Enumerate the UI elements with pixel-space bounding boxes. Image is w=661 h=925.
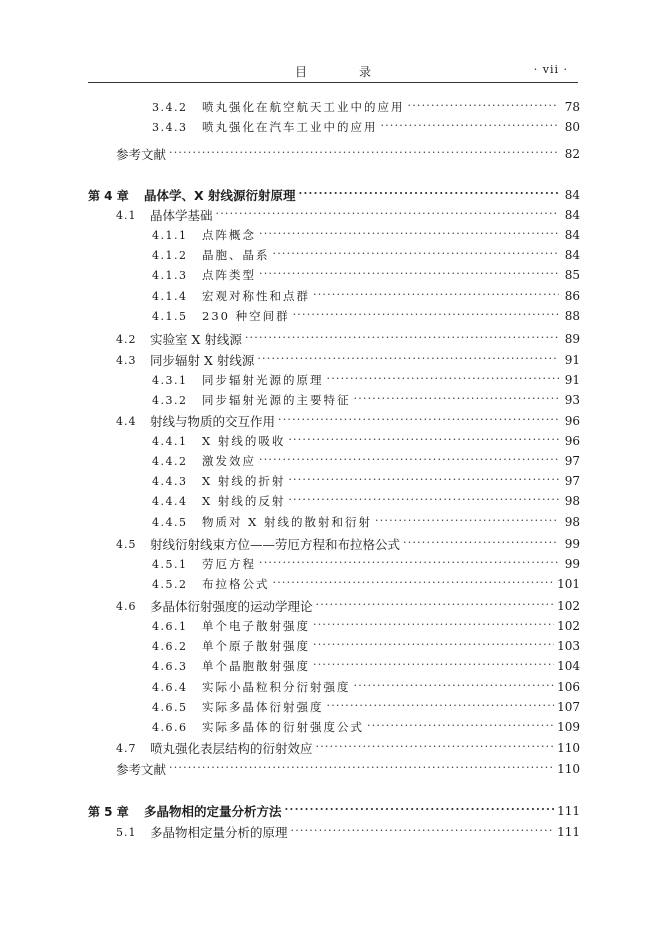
toc-entry-title: 晶胞、晶系 <box>202 248 270 262</box>
toc-leader-dots <box>316 742 555 754</box>
toc-entry[interactable] <box>88 245 580 265</box>
toc-entry-page: 103 <box>557 639 580 653</box>
toc-leader-dots <box>216 209 559 221</box>
toc-entry[interactable] <box>88 491 580 511</box>
toc-entry-page: 91 <box>564 373 580 387</box>
toc-entry-number: 5.1 <box>116 825 137 839</box>
header-title: 目 录 <box>294 65 391 79</box>
toc-entry-title: 激发效应 <box>202 454 256 468</box>
toc-entry[interactable] <box>88 574 580 594</box>
toc-entry-title: 晶体学、X 射线源衍射原理 <box>144 188 296 203</box>
toc-entry-number: 4.3.2 <box>152 393 188 407</box>
toc-entry-title: 布拉格公式 <box>202 577 270 591</box>
toc-entry-number: 4.6.1 <box>152 619 188 633</box>
toc-entry-page: 101 <box>557 577 580 591</box>
toc-entry-number: 4.4.2 <box>152 454 188 468</box>
toc-entry[interactable] <box>88 431 580 451</box>
toc-leader-dots <box>316 600 555 612</box>
toc-entry[interactable] <box>88 822 580 842</box>
toc-entry-title: 多晶物相的定量分析方法 <box>144 804 282 819</box>
toc-entry-title: 射线衍射线束方位——劳厄方程和布拉格公式 <box>150 537 401 552</box>
toc-entry-page: 99 <box>564 557 580 571</box>
toc-entry-number: 4.6.5 <box>152 700 188 714</box>
toc-entry-title: X 射线的吸收 <box>202 434 286 448</box>
toc-entry[interactable] <box>88 656 580 676</box>
toc-entry-page: 93 <box>564 393 580 407</box>
toc-entry[interactable] <box>88 117 580 137</box>
toc-leader-dots <box>313 620 554 632</box>
toc-entry-number: 4.6.6 <box>152 720 188 734</box>
toc-entry-title: 射线与物质的交互作用 <box>150 414 276 429</box>
toc-leader-dots <box>293 310 559 322</box>
toc-entry-title: X 射线的折射 <box>202 474 286 488</box>
toc-entry-title: 喷丸强化表层结构的衍射效应 <box>150 741 313 756</box>
page-header <box>88 60 578 83</box>
toc-entry-title: 同步辐射光源的原理 <box>202 373 324 387</box>
toc-entry-page: 99 <box>564 537 580 551</box>
toc-leader-dots <box>259 558 559 570</box>
toc-entry-title: 同步辐射 X 射线源 <box>150 353 255 368</box>
toc-entry-page: 110 <box>557 741 580 755</box>
toc-entry-page: 106 <box>557 680 580 694</box>
toc-entry-page: 98 <box>564 515 580 529</box>
toc-entry-title: 实际小晶粒积分衍射强度 <box>202 680 351 694</box>
toc-entry-number: 4.5 <box>116 537 137 551</box>
toc-entry-title: 单个原子散射强度 <box>202 639 310 653</box>
toc-entry-number: 3.4.3 <box>152 120 188 134</box>
toc-entry-number: 3.4.2 <box>152 100 188 114</box>
toc-entry-number: 4.6.2 <box>152 639 188 653</box>
toc-entry-page: 107 <box>557 700 580 714</box>
toc-entry-page: 85 <box>564 268 580 282</box>
toc-entry-title: 多晶体衍射强度的运动学理论 <box>150 599 313 614</box>
toc-entry-number: 4.1.1 <box>152 228 188 242</box>
toc-entry-page: 102 <box>557 599 580 613</box>
toc-leader-dots <box>313 290 559 302</box>
toc-entry-title: 晶体学基础 <box>150 208 213 223</box>
toc-entry[interactable] <box>88 411 580 431</box>
toc-entry-page: 84 <box>564 228 580 242</box>
toc-entry[interactable] <box>88 451 580 471</box>
toc-entry-title: 参考文献 <box>116 147 167 162</box>
toc-entry-number: 4.6.4 <box>152 680 188 694</box>
toc-entry[interactable] <box>88 390 580 410</box>
toc-entry-title: 物质对 X 射线的散射和衍射 <box>202 515 372 529</box>
toc-entry-number: 第 4 章 <box>88 188 129 203</box>
toc-entry-page: 96 <box>564 414 580 428</box>
toc-leader-dots <box>288 495 559 507</box>
toc-leader-dots <box>257 354 559 366</box>
toc-entry-number: 4.4.1 <box>152 434 188 448</box>
toc-entry-title: 宏观对称性和点群 <box>202 289 310 303</box>
toc-entry-page: 102 <box>557 619 580 633</box>
toc-entry[interactable] <box>88 512 580 532</box>
toc-entry[interactable] <box>88 697 580 717</box>
toc-leader-dots <box>367 721 554 733</box>
toc-leader-dots <box>245 333 559 345</box>
toc-leader-dots <box>313 660 554 672</box>
toc-leader-dots <box>169 763 554 775</box>
toc-entry-page: 97 <box>564 454 580 468</box>
toc-entry-title: 点阵概念 <box>202 228 256 242</box>
toc-leader-dots <box>313 640 554 652</box>
toc-leader-dots <box>354 394 560 406</box>
toc-entry-page: 98 <box>564 494 580 508</box>
toc-leader-dots <box>278 415 559 427</box>
toc-entry-page: 96 <box>564 434 580 448</box>
header-page-number: · vii · <box>533 63 568 76</box>
toc-entry[interactable] <box>88 97 580 117</box>
toc-entry-page: 109 <box>557 720 580 734</box>
toc-leader-dots <box>327 374 560 386</box>
toc-entry-number: 4.2 <box>116 332 137 346</box>
toc-entry-number: 4.1.4 <box>152 289 188 303</box>
toc-entry-page: 111 <box>557 825 580 839</box>
toc-leader-dots <box>288 435 559 447</box>
toc-entry-number: 4.3 <box>116 353 137 367</box>
toc-entry-page: 86 <box>564 289 580 303</box>
toc-entry-number: 4.5.1 <box>152 557 188 571</box>
toc-entry-number: 4.4.5 <box>152 515 188 529</box>
toc-entry-title: 点阵类型 <box>202 268 256 282</box>
toc-entry-number: 4.1 <box>116 208 137 222</box>
toc-entry[interactable] <box>88 205 580 225</box>
toc-entry-number: 4.1.3 <box>152 268 188 282</box>
toc-entry[interactable] <box>88 759 580 779</box>
toc-entry-title: 同步辐射光源的主要特征 <box>202 393 351 407</box>
toc-entry[interactable] <box>88 616 580 636</box>
toc-entry-page: 104 <box>557 659 580 673</box>
toc-entry[interactable] <box>88 554 580 574</box>
toc-leader-dots <box>375 516 559 528</box>
toc-entry-number: 4.7 <box>116 741 137 755</box>
toc-leader-dots <box>169 148 559 160</box>
toc-leader-dots <box>403 538 559 550</box>
toc-entry-title: 230 种空间群 <box>202 309 290 323</box>
toc-leader-dots <box>273 249 560 261</box>
toc-entry-page: 82 <box>564 147 580 161</box>
toc-leader-dots <box>259 229 559 241</box>
toc-entry-title: 劳厄方程 <box>202 557 256 571</box>
toc-entry[interactable] <box>88 185 580 205</box>
toc-entry-page: 84 <box>564 208 580 222</box>
toc-entry-title: 多晶物相定量分析的原理 <box>150 825 288 840</box>
toc-entry-number: 4.5.2 <box>152 577 188 591</box>
toc-entry-number: 4.6 <box>116 599 137 613</box>
toc-entry-title: 参考文献 <box>116 762 167 777</box>
toc-entry[interactable] <box>88 306 580 326</box>
toc-entry-number: 4.3.1 <box>152 373 188 387</box>
toc-entry[interactable] <box>88 636 580 656</box>
toc-entry-number: 第 5 章 <box>88 804 129 819</box>
toc-entry-page: 80 <box>564 120 580 134</box>
toc-entry[interactable] <box>88 717 580 737</box>
toc-leader-dots <box>259 455 559 467</box>
toc-leader-dots <box>381 121 560 133</box>
toc-entry-title: 实际多晶体衍射强度 <box>202 700 324 714</box>
toc-entry-page: 84 <box>564 188 580 202</box>
toc-entry-title: 实验室 X 射线源 <box>150 332 242 347</box>
toc-entry[interactable] <box>88 329 580 349</box>
toc-leader-dots <box>291 826 555 838</box>
toc-leader-dots <box>259 269 559 281</box>
toc-entry[interactable] <box>88 350 580 370</box>
toc-entry-number: 4.1.2 <box>152 248 188 262</box>
toc-entry-number: 4.1.5 <box>152 309 188 323</box>
toc-entry-title: 喷丸强化在航空航天工业中的应用 <box>202 100 405 114</box>
toc-leader-dots <box>408 101 560 113</box>
toc-entry[interactable] <box>88 370 580 390</box>
toc-entry[interactable] <box>88 225 580 245</box>
toc-entry-number: 4.6.3 <box>152 659 188 673</box>
toc-entry-title: 单个电子散射强度 <box>202 619 310 633</box>
toc-entry[interactable] <box>88 677 580 697</box>
toc-leader-dots <box>285 805 555 817</box>
toc-entry[interactable] <box>88 144 580 164</box>
toc-entry[interactable] <box>88 738 580 758</box>
toc-entry-page: 111 <box>557 804 580 818</box>
toc-entry-page: 97 <box>564 474 580 488</box>
toc-entry-page: 78 <box>564 100 580 114</box>
toc-entry-page: 84 <box>564 248 580 262</box>
toc-entry[interactable] <box>88 286 580 306</box>
toc-leader-dots <box>273 578 555 590</box>
toc-entry-page: 88 <box>564 309 580 323</box>
toc-entry-title: X 射线的反射 <box>202 494 286 508</box>
toc-entry-page: 91 <box>564 353 580 367</box>
toc-entry-title: 单个晶胞散射强度 <box>202 659 310 673</box>
toc-entry[interactable] <box>88 534 580 554</box>
toc-entry-number: 4.4 <box>116 414 137 428</box>
toc-entry-title: 喷丸强化在汽车工业中的应用 <box>202 120 378 134</box>
toc-entry[interactable] <box>88 265 580 285</box>
toc-entry-page: 89 <box>564 332 580 346</box>
toc-entry[interactable] <box>88 801 580 821</box>
toc-leader-dots <box>354 681 555 693</box>
toc-entry-number: 4.4.4 <box>152 494 188 508</box>
toc-entry-page: 110 <box>557 762 580 776</box>
toc-entry[interactable] <box>88 596 580 616</box>
toc-entry[interactable] <box>88 471 580 491</box>
toc-leader-dots <box>327 701 555 713</box>
toc-entry-title: 实际多晶体的衍射强度公式 <box>202 720 364 734</box>
toc-entry-number: 4.4.3 <box>152 474 188 488</box>
toc-leader-dots <box>288 475 559 487</box>
toc-leader-dots <box>299 189 560 201</box>
